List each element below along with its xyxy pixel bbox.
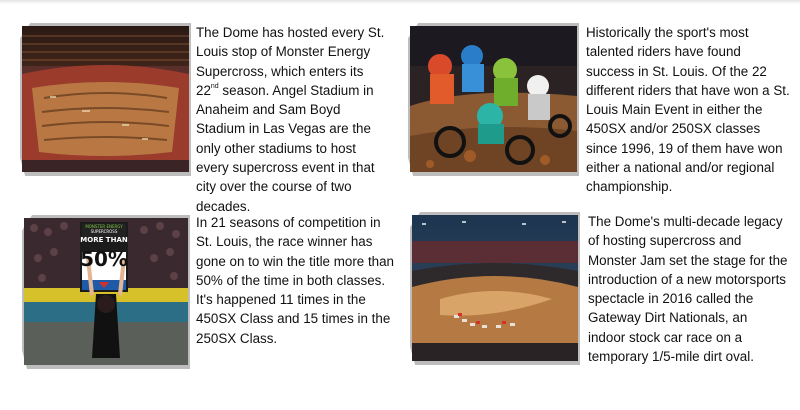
top-divider — [0, 0, 800, 4]
sign-brand-text: MONSTER ENERGY — [85, 224, 123, 229]
dirt-nationals-text: The Dome's multi-decade legacy of hosting supercross and Monster Jam set the stage for the introduction of a new motorsports spectacle in 2016 called the Gateway Dirt Nationals, an indoor stock car race on a temporary 1/5-mile dirt oval. — [588, 214, 788, 365]
dirt-oval-race-photo — [412, 215, 578, 361]
riders-photo-frame — [410, 26, 577, 172]
percentage-sign — [80, 224, 128, 272]
dome-history-text-end: season. Angel Stadium in Anaheim and Sam Boyd Stadium in Las Vegas are the only other stadiums to host every supercross event in that city over the course of two decades. — [196, 82, 375, 214]
dome-arena-photo-frame — [22, 26, 189, 172]
sign-line1-text: MORE THAN — [80, 236, 128, 244]
dome-arena-aerial-photo — [22, 26, 189, 172]
sign-percent-text: 50% — [80, 247, 128, 271]
dome-history-text — [196, 23, 386, 216]
race-girl-photo-frame — [24, 218, 188, 365]
ordinal-suffix: nd — [210, 82, 219, 90]
dome-history-text-start: The Dome has hosted every St. Louis stop of Monster Energy Supercross, which enters its 22 — [196, 25, 385, 98]
talented-riders-text: Historically the sport's most talented riders have found success in St. Louis. Of the 22 different riders that have won a St. Louis Main Event in either the 450SX and/or 250SX classes since 1996, 19 of them have won either a national and/or regional championship. — [586, 25, 790, 195]
sign-sub-text: SUPERCROSS — [90, 229, 118, 234]
title-winners-text: In 21 seasons of competition in St. Louis, the race winner has gone on to win the title more than 50% of the time in both classes. It's happened 11 times in the 450SX Class and 15 times in the 250SX Class. — [196, 215, 395, 346]
riders-racing-photo — [410, 26, 577, 172]
dirt-oval-photo-frame — [412, 215, 578, 361]
